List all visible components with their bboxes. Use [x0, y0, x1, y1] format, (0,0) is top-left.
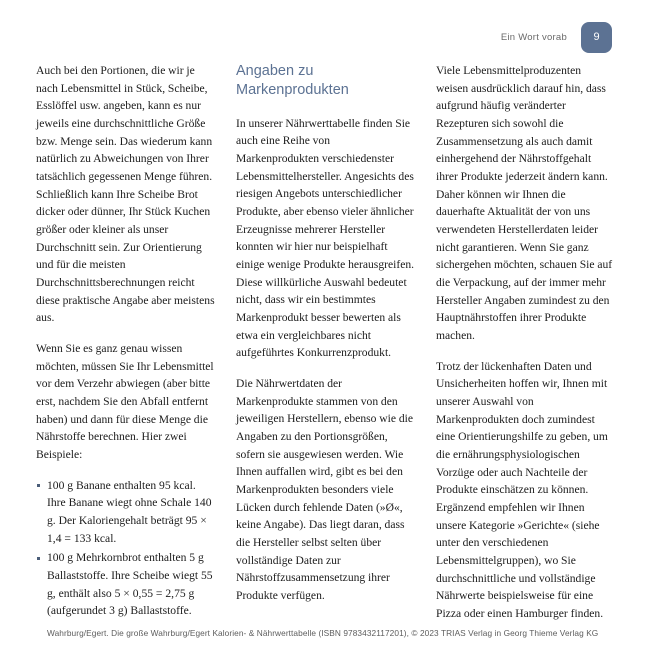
paragraph: Viele Lebensmittelproduzenten weisen ausdrücklich darauf hin, dass aufgrund häufig veränderter Rezepturen sich sowohl die Zusammensetzung als auch damit einhergehend der Nährstoffgehalt ihrer Produkte jederzeit ändern kann. Daher können wir Ihnen die dauerhafte Aktualität der von uns verwendeten Herstellerdaten leider nicht garantieren. Wenn Sie ganz sichergehen möchten, schauen Sie auf die Verpackung, auf der immer mehr Hersteller Angaben zumindest zu den Hauptnährstoffen ihrer Produkte machen. — [436, 64, 613, 343]
example-list — [36, 477, 215, 620]
text-columns — [36, 62, 616, 623]
section-heading: Angaben zu Markenprodukten — [236, 63, 349, 99]
running-head-title: Ein Wort vorab — [500, 31, 567, 43]
footer-copyright: Wahrburg/Egert. Die große Wahrburg/Egert Kalorien- & Nährwerttabelle (ISBN 9783432117201), © 2023 TRIAS Verlag in Georg Thieme Verlag KG — [47, 628, 599, 638]
paragraph: In unserer Nährwerttabelle finden Sie auch eine Reihe von Markenprodukten verschiedenster Lebensmittelhersteller. Angesichts des riesigen Angebots unterschiedlicher Produkte, aber ebenso vieler ähnlicher Erzeugnisse mehrerer Hersteller konnten wir hier nur beispielhaft einige wenige Produkte herausgreifen. Diese willkürliche Auswahl bedeutet nicht, dass wir ein bestimmtes Markenprodukt besser bewerten als etwa ein vergleichbares nicht aufgeführtes Konkurrenzprodukt. — [236, 116, 415, 360]
running-head — [501, 20, 612, 54]
page-number-badge: 9 — [581, 22, 612, 53]
column-1 — [36, 62, 215, 623]
list-item: 100 g Banane enthalten 95 kcal. Ihre Banane wiegt ohne Schale 140 g. Der Kaloriengehalt beträgt 95 × 1,4 = 133 kcal. — [36, 477, 215, 548]
paragraph: Wenn Sie es ganz genau wissen möchten, müssen Sie Ihr Lebensmittel vor dem Verzehr abwiegen (aber bitte erst, nachdem Sie den Abfall entfernt haben) und dann für diese Menge die Nährstoffe berechnen. Hier zwei Beispiele: — [36, 342, 214, 462]
column-2 — [236, 62, 415, 623]
paragraph: Trotz der lückenhaften Daten und Unsicherheiten hoffen wir, Ihnen mit unserer Auswahl von Markenprodukten doch zumindest eine Orientierungshilfe zu geben, um die ernährungsphysiologischen Vorzüge oder auch Nachteile der Produkte einschätzen zu können. Ergänzend empfehlen wir Ihnen unsere Kategorie »Gerichte« (siehe unter den verschiedenen Lebensmittelgruppen), wo Sie durchschnittliche und vollständige Nährwerte beispielsweise für eine Pizza oder einen Hamburger finden. — [436, 359, 608, 621]
paragraph: Die Nährwertdaten der Markenprodukte stammen von den jeweiligen Herstellern, ebenso wie die Angaben zu den Portionsgrößen, sofern sie ausgewiesen werden. Wie Ihnen auffallen wird, gibt es bei den Markenprodukten besonders viele Lücken durch fehlende Daten (»Ø«, keine Angabe). Das liegt daran, dass die Hersteller selbst selten über vollständige Daten zur Nährstoffzusammensetzung ihrer Produkte verfügen. — [236, 376, 413, 603]
paragraph: Auch bei den Portionen, die wir je nach Lebensmittel in Stück, Scheibe, Esslöffel usw. angeben, kann es nur jeweils eine durchschnittliche Größe bzw. Menge sein. Das wiederum kann natürlich zu Abweichungen von Ihrer tatsächlich gegessenen Menge führen. Schließlich kann Ihre Scheibe Brot dicker oder dünner, Ihr Stück Kuchen größer oder kleiner als unser Durchschnitt sein. Zur Orientierung und für die meisten Durchschnittsberechnungen reicht diese praktische Angabe aber meistens aus. — [36, 64, 215, 325]
list-item: 100 g Mehrkornbrot enthalten 5 g Ballaststoffe. Ihre Scheibe wiegt 55 g, enthält also 5 × 0,55 = 2,75 g (aufgerundet 3 g) Ballaststoffe. — [36, 549, 215, 620]
column-3 — [436, 62, 615, 623]
